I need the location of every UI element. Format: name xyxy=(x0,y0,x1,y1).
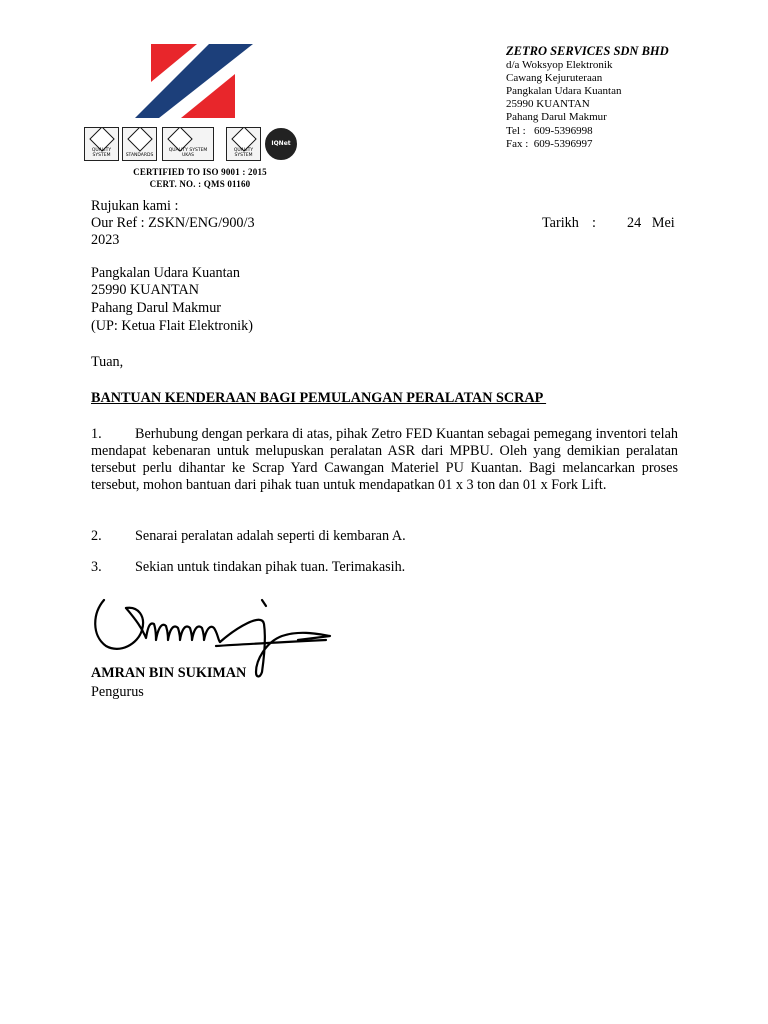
quality-system-badge-2: QUALITY SYSTEM xyxy=(226,127,261,161)
certification-badges xyxy=(84,127,298,167)
paragraph-3 xyxy=(91,559,678,576)
date-label: Tarikh xyxy=(542,215,579,231)
paragraph-2 xyxy=(91,528,678,545)
paragraph-number: 3. xyxy=(91,559,102,575)
company-address-line: Pahang Darul Makmur xyxy=(506,111,607,123)
recipient-line: Pahang Darul Makmur xyxy=(91,300,222,316)
recipient-line: 25990 KUANTAN xyxy=(91,282,200,298)
quality-system-badge: QUALITY SYSTEM xyxy=(84,127,119,161)
company-logo xyxy=(135,44,253,118)
paragraph-number: 1. xyxy=(91,426,102,442)
letter-subject: BANTUAN KENDERAAN BAGI PEMULANGAN PERALATAN SCRAP xyxy=(91,390,547,406)
our-ref: Our Ref : ZSKN/ENG/900/3 xyxy=(91,215,255,231)
recipient-attention: (UP: Ketua Flait Elektronik) xyxy=(91,318,253,334)
cert-line-2: CERT. NO. : QMS 01160 xyxy=(149,179,251,189)
signatory-title: Pengurus xyxy=(91,684,144,700)
ukas-badge: QUALITY SYSTEM UKAS xyxy=(162,127,214,161)
company-address-line: Cawang Kejuruteraan xyxy=(506,72,603,84)
paragraph-text: Senarai peralatan adalah seperti di kembaran A. xyxy=(135,528,406,544)
signatory-name: AMRAN BIN SUKIMAN xyxy=(91,665,247,681)
company-address-line: 25990 KUANTAN xyxy=(506,98,590,110)
recipient-line: Pangkalan Udara Kuantan xyxy=(91,265,240,281)
salutation: Tuan, xyxy=(91,354,124,370)
company-address-line: Pangkalan Udara Kuantan xyxy=(506,85,622,97)
paragraph-number: 2. xyxy=(91,528,102,544)
paragraph-text: Berhubung dengan perkara di atas, pihak Zetro FED Kuantan sebagai pemegang inventori telah mendapat kebenaran untuk melupuskan peralatan ASR dari MPBU. Oleh yang demikian peralatan tersebut perlu dihantar ke Scrap Yard Cawangan Materiel PU Kuantan. Bagi melancarkan proses tersebut, mohon bantuan dari pihak tuan untuk mendapatkan 01 x 3 ton dan 01 x Fork Lift. xyxy=(91,426,678,493)
company-tel: Tel : 609-5396998 xyxy=(506,125,593,137)
date-value: 24 Mei xyxy=(627,215,675,231)
company-address-line: d/a Woksyop Elektronik xyxy=(506,59,613,71)
ref-label: Rujukan kami : xyxy=(91,198,179,214)
company-fax: Fax : 609-5396997 xyxy=(506,138,593,150)
paragraph-1 xyxy=(91,426,678,494)
ref-year: 2023 xyxy=(91,232,120,248)
date-colon: : xyxy=(592,215,596,231)
iqnet-badge: IQNet xyxy=(265,128,297,160)
standards-badge: STANDARDS xyxy=(122,127,157,161)
cert-line-1: CERTIFIED TO ISO 9001 : 2015 xyxy=(133,167,267,177)
paragraph-text: Sekian untuk tindakan pihak tuan. Terimakasih. xyxy=(135,559,406,575)
company-name: ZETRO SERVICES SDN BHD xyxy=(506,44,669,58)
